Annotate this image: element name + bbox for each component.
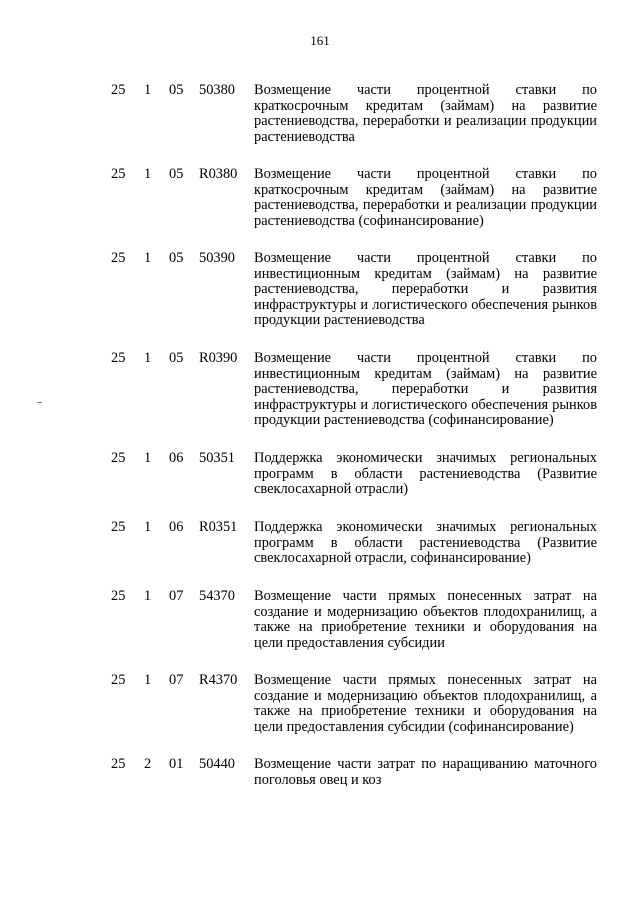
code-column-3: 01	[169, 756, 184, 772]
code-column-1: 25	[111, 166, 126, 182]
code-column-4: R4370	[199, 672, 238, 688]
code-column-2: 1	[144, 672, 152, 688]
code-column-1: 25	[111, 250, 126, 266]
code-column-1: 25	[111, 82, 126, 98]
code-column-2: 2	[144, 756, 152, 772]
code-column-4: R0351	[199, 519, 238, 535]
code-column-4: R0380	[199, 166, 238, 182]
code-column-3: 06	[169, 519, 184, 535]
code-column-4: 54370	[199, 588, 235, 604]
code-column-2: 1	[144, 82, 152, 98]
code-column-4: 50440	[199, 756, 235, 772]
code-column-2: 1	[144, 166, 152, 182]
table-row	[0, 589, 640, 673]
code-column-3: 07	[169, 672, 184, 688]
table-row	[0, 251, 640, 351]
table-row	[0, 351, 640, 451]
row-description: Возмещение части процентной ставки по инвестиционным кредитам (займам) на развитие растениеводства, переработки и развития инфраструктуры и логистического обеспечения рынков продукции растениеводства	[254, 250, 597, 328]
code-column-1: 25	[111, 672, 126, 688]
code-column-2: 1	[144, 250, 152, 266]
row-description: Поддержка экономически значимых региональных программ в области растениеводства (Развитие свеклосахарной отрасли)	[254, 450, 597, 497]
code-column-3: 06	[169, 450, 184, 466]
code-column-4: 50380	[199, 82, 235, 98]
code-column-1: 25	[111, 519, 126, 535]
table-row	[0, 83, 640, 167]
code-column-3: 07	[169, 588, 184, 604]
code-column-3: 05	[169, 82, 184, 98]
row-description: Возмещение части процентной ставки по краткосрочным кредитам (займам) на развитие растениеводства, переработки и реализации продукции растениеводства	[254, 82, 597, 145]
page-number: 161	[310, 33, 330, 48]
row-description: Возмещение части процентной ставки по краткосрочным кредитам (займам) на развитие растениеводства, переработки и реализации продукции растениеводства (софинансирование)	[254, 166, 597, 229]
table-row	[0, 520, 640, 589]
budget-codes-list	[0, 83, 640, 810]
code-column-1: 25	[111, 756, 126, 772]
table-row	[0, 757, 640, 810]
table-row	[0, 167, 640, 251]
row-description: Поддержка экономически значимых региональных программ в области растениеводства (Развитие свеклосахарной отрасли, софинансирование)	[254, 519, 597, 566]
code-column-3: 05	[169, 166, 184, 182]
code-column-1: 25	[111, 350, 126, 366]
row-description: Возмещение части прямых понесенных затрат на создание и модернизацию объектов плодохранилищ, а также на приобретение техники и оборудования на цели предоставления субсидии (софинансирование)	[254, 672, 597, 735]
row-description: Возмещение части прямых понесенных затрат на создание и модернизацию объектов плодохранилищ, а также на приобретение техники и оборудования на цели предоставления субсидии	[254, 588, 597, 651]
code-column-1: 25	[111, 588, 126, 604]
code-column-2: 1	[144, 350, 152, 366]
table-row	[0, 673, 640, 757]
code-column-4: 50351	[199, 450, 235, 466]
row-description: Возмещение части процентной ставки по инвестиционным кредитам (займам) на развитие растениеводства, переработки и развития инфраструктуры и логистического обеспечения рынков продукции растениеводства (софинансирование)	[254, 350, 597, 428]
code-column-2: 1	[144, 588, 152, 604]
table-row	[0, 451, 640, 520]
code-column-1: 25	[111, 450, 126, 466]
row-description: Возмещение части затрат по наращиванию маточного поголовья овец и коз	[254, 756, 597, 788]
code-column-4: R0390	[199, 350, 238, 366]
margin-mark	[37, 402, 42, 403]
code-column-3: 05	[169, 350, 184, 366]
code-column-3: 05	[169, 250, 184, 266]
code-column-4: 50390	[199, 250, 235, 266]
code-column-2: 1	[144, 519, 152, 535]
code-column-2: 1	[144, 450, 152, 466]
